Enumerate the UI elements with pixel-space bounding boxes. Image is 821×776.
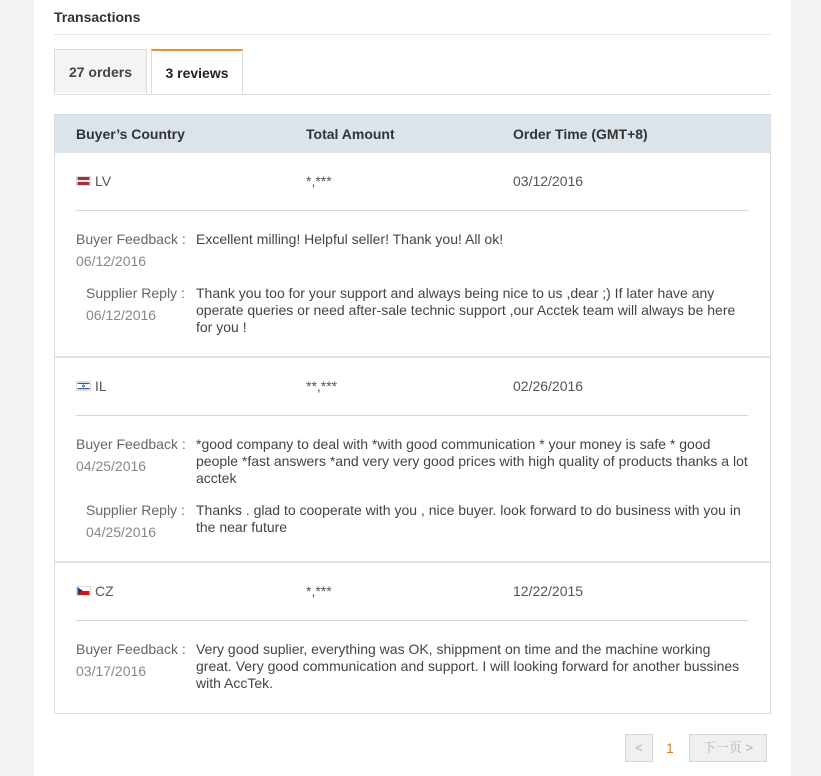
header-amount: Total Amount bbox=[306, 126, 395, 142]
amount-cell: **,*** bbox=[306, 378, 338, 394]
section-title: Transactions bbox=[54, 9, 141, 25]
supplier-reply-text: Thank you too for your support and always being nice to us ,dear ;) If later have any operate queries or need after-sale technic support ,our Acctek team will always be here for you ! bbox=[196, 285, 736, 335]
table-header bbox=[55, 115, 770, 153]
amount-cell: *,*** bbox=[306, 583, 332, 599]
buyer-feedback-label: Buyer Feedback : bbox=[76, 436, 186, 452]
prev-page-button[interactable]: < bbox=[625, 734, 653, 762]
country-code: CZ bbox=[95, 583, 114, 599]
tab-reviews[interactable]: 3 reviews bbox=[151, 49, 243, 94]
supplier-reply-date: 04/25/2016 bbox=[86, 524, 157, 540]
supplier-reply-label: Supplier Reply : bbox=[86, 285, 185, 301]
order-time-cell: 12/22/2015 bbox=[513, 583, 584, 599]
row-divider bbox=[76, 620, 748, 621]
row-divider bbox=[76, 415, 748, 416]
supplier-reply-text: Thanks . glad to cooperate with you , nice buyer. look forward to do business with you in the near future bbox=[196, 502, 741, 535]
order-time-cell: 02/26/2016 bbox=[513, 378, 584, 394]
order-time-cell: 03/12/2016 bbox=[513, 173, 584, 189]
supplier-reply-date: 06/12/2016 bbox=[86, 307, 157, 323]
title-divider bbox=[54, 34, 771, 35]
buyer-feedback-label: Buyer Feedback : bbox=[76, 641, 186, 657]
buyer-feedback-date: 04/25/2016 bbox=[76, 458, 147, 474]
country-code: IL bbox=[95, 378, 107, 394]
flag-czech-icon bbox=[76, 586, 91, 596]
row-divider bbox=[76, 210, 748, 211]
buyer-feedback-label: Buyer Feedback : bbox=[76, 231, 186, 247]
tab-orders[interactable]: 27 orders bbox=[54, 49, 147, 93]
reviews-table bbox=[54, 114, 771, 714]
country-code: LV bbox=[95, 173, 112, 189]
transactions-panel bbox=[34, 0, 791, 776]
current-page-number[interactable]: 1 bbox=[666, 740, 674, 756]
amount-cell: *,*** bbox=[306, 173, 332, 189]
transaction-tabs bbox=[54, 49, 771, 95]
table-row bbox=[55, 153, 770, 358]
buyer-feedback-text: Very good suplier, everything was OK, shippment on time and the machine working great. Very good communication and support. I will looking forward for another bussines with AccTek. bbox=[196, 641, 740, 691]
header-order-time: Order Time (GMT+8) bbox=[513, 126, 648, 142]
table-row bbox=[55, 563, 770, 713]
buyer-feedback-text: *good company to deal with *with good communication * your money is safe * good people *fast answers *and very very good prices with high quality of products thanks a lot acctek bbox=[196, 436, 748, 486]
country-cell bbox=[76, 378, 107, 394]
country-cell bbox=[76, 583, 114, 599]
buyer-feedback-date: 03/17/2016 bbox=[76, 663, 147, 679]
flag-latvia-icon bbox=[76, 176, 91, 186]
buyer-feedback-date: 06/12/2016 bbox=[76, 253, 147, 269]
flag-israel-icon bbox=[76, 381, 91, 391]
next-page-button[interactable]: 下一页 > bbox=[689, 734, 767, 762]
supplier-reply-label: Supplier Reply : bbox=[86, 502, 185, 518]
header-country: Buyer’s Country bbox=[76, 126, 185, 142]
buyer-feedback-text: Excellent milling! Helpful seller! Thank you! All ok! bbox=[196, 231, 504, 247]
table-row bbox=[55, 358, 770, 563]
country-cell bbox=[76, 173, 111, 189]
